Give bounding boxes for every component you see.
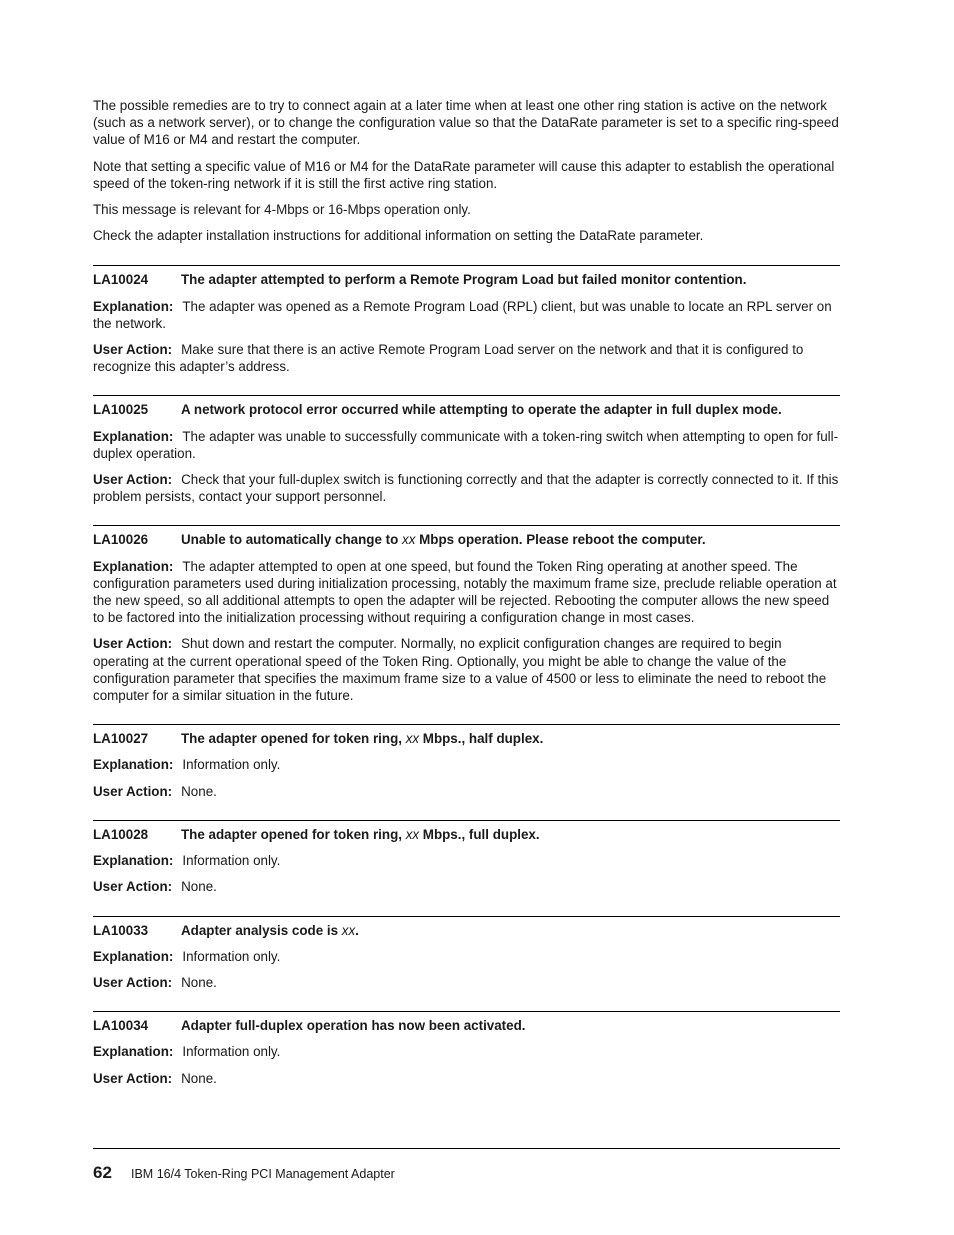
message-la10027 [93, 724, 840, 800]
explanation [93, 1043, 840, 1060]
message-code: LA10033 [93, 922, 149, 938]
explanation-label: Explanation: [93, 298, 174, 314]
user-action-text: None. [181, 974, 217, 990]
message-code: LA10034 [93, 1018, 149, 1034]
intro-paragraph: The possible remedies are to try to connect again at a later time when at least one other ring station is active on the network (such as a network server), or to change the configuration value so that the DataRate parameter is set to a specific ring-speed value of M16 or M4 and restart the computer. [93, 98, 839, 148]
title-text: The adapter opened for token ring, [181, 826, 406, 842]
user-action [93, 974, 840, 991]
book-title: IBM 16/4 Token-Ring PCI Management Adapter [131, 1167, 395, 1181]
message-la10026 [93, 525, 840, 704]
message-title: The adapter attempted to perform a Remote Program Load but failed monitor contention. [181, 272, 747, 288]
explanation-text: Information only. [182, 948, 281, 964]
user-action [93, 635, 840, 704]
message-la10033 [93, 916, 840, 992]
explanation-label: Explanation: [93, 757, 174, 773]
message-title [181, 826, 840, 843]
message-code: LA10025 [93, 402, 149, 418]
user-action-label: User Action: [93, 783, 173, 799]
explanation [93, 852, 840, 869]
explanation [93, 948, 840, 965]
intro-paragraph: This message is relevant for 4-Mbps or 16-Mbps operation only. [93, 202, 471, 218]
user-action [93, 341, 840, 375]
explanation-text: Information only. [182, 757, 281, 773]
message-code: LA10027 [93, 731, 149, 747]
message-la10025 [93, 395, 840, 505]
user-action-text: Make sure that there is an active Remote Program Load server on the network and that it is configured to recognize this adapter’s address. [93, 342, 804, 375]
intro-paragraph: Note that setting a specific value of M16 or M4 for the DataRate parameter will cause this adapter to establish the operational speed of the token-ring network if it is still the first active ring station. [93, 158, 835, 191]
title-variable: xx [405, 731, 420, 747]
explanation [93, 756, 840, 773]
user-action-label: User Action: [93, 974, 173, 990]
message-la10034 [93, 1011, 840, 1087]
message-la10024 [93, 265, 840, 375]
explanation [93, 558, 840, 627]
page-body [93, 97, 840, 1096]
message-title [181, 531, 840, 548]
user-action-text: None. [181, 879, 217, 895]
explanation-text: Information only. [182, 1044, 281, 1060]
explanation-text: The adapter was opened as a Remote Program Load (RPL) client, but was unable to locate an RPL server on the network. [93, 298, 832, 331]
user-action [93, 878, 840, 895]
title-variable: xx [402, 532, 416, 548]
title-text: The adapter opened for token ring, [181, 731, 406, 747]
page-footer [93, 1148, 840, 1183]
user-action-text: Check that your full-duplex switch is functioning correctly and that the adapter is correctly connected to it. If this problem persists, contact your support personnel. [93, 472, 839, 505]
user-action [93, 783, 840, 800]
intro-paragraph: Check the adapter installation instructions for additional information on setting the DataRate parameter. [93, 228, 704, 244]
user-action-label: User Action: [93, 636, 173, 652]
page-number: 62 [93, 1163, 112, 1182]
message-heading [93, 401, 840, 418]
message-la10028 [93, 820, 840, 896]
message-heading [93, 730, 840, 747]
explanation-label: Explanation: [93, 558, 174, 574]
user-action-label: User Action: [93, 342, 173, 358]
explanation-text: The adapter was unable to successfully communicate with a token-ring switch when attempting to open for full-duplex operation. [93, 428, 839, 461]
user-action-text: None. [181, 1070, 217, 1086]
explanation-text: The adapter attempted to open at one speed, but found the Token Ring operating at another speed. The configuration parameters used during initialization processing, notably the maximum frame size, preclude reliable operation at the new speed, so all additional attempts to open the adapter will be rejected. Rebooting the computer allows the new speed to be factored into the initialization processing without requiring a configuration change in most cases. [93, 558, 837, 626]
intro-section [93, 97, 840, 244]
user-action [93, 1070, 840, 1087]
user-action-text: None. [181, 783, 217, 799]
user-action-label: User Action: [93, 879, 173, 895]
title-text: Unable to automatically change to [181, 532, 402, 548]
title-text: Mbps., full duplex. [419, 826, 540, 842]
message-code: LA10028 [93, 826, 149, 842]
explanation [93, 428, 840, 462]
message-heading [93, 826, 840, 843]
user-action-label: User Action: [93, 472, 173, 488]
footer-row [93, 1163, 840, 1183]
message-heading [93, 1017, 840, 1034]
title-variable: xx [405, 826, 420, 842]
message-heading [93, 922, 840, 939]
title-variable: xx [341, 922, 356, 938]
user-action-text: Shut down and restart the computer. Normally, no explicit configuration changes are required to begin operating at the current operational speed of the Token Ring. Optionally, you might be able to change the value of the configuration parameter that specifies the maximum frame size to a value of 4500 or less to eliminate the need to reboot the computer for a similar situation in the future. [93, 636, 827, 704]
explanation-text: Information only. [182, 853, 281, 869]
user-action-label: User Action: [93, 1070, 173, 1086]
title-text: Mbps operation. Please reboot the computer. [415, 532, 706, 548]
message-code: LA10024 [93, 272, 149, 288]
user-action [93, 471, 840, 505]
message-heading [93, 271, 840, 288]
title-text: Adapter analysis code is [181, 922, 342, 938]
message-title [181, 730, 840, 747]
explanation-label: Explanation: [93, 853, 174, 869]
explanation [93, 298, 840, 332]
explanation-label: Explanation: [93, 1044, 174, 1060]
title-text: . [355, 922, 359, 938]
message-code: LA10026 [93, 532, 149, 548]
explanation-label: Explanation: [93, 948, 174, 964]
explanation-label: Explanation: [93, 428, 174, 444]
message-title: A network protocol error occurred while attempting to operate the adapter in full duplex mode. [181, 402, 782, 418]
message-heading [93, 531, 840, 548]
message-title [181, 922, 840, 939]
message-title: Adapter full-duplex operation has now been activated. [181, 1018, 526, 1034]
title-text: Mbps., half duplex. [419, 731, 544, 747]
